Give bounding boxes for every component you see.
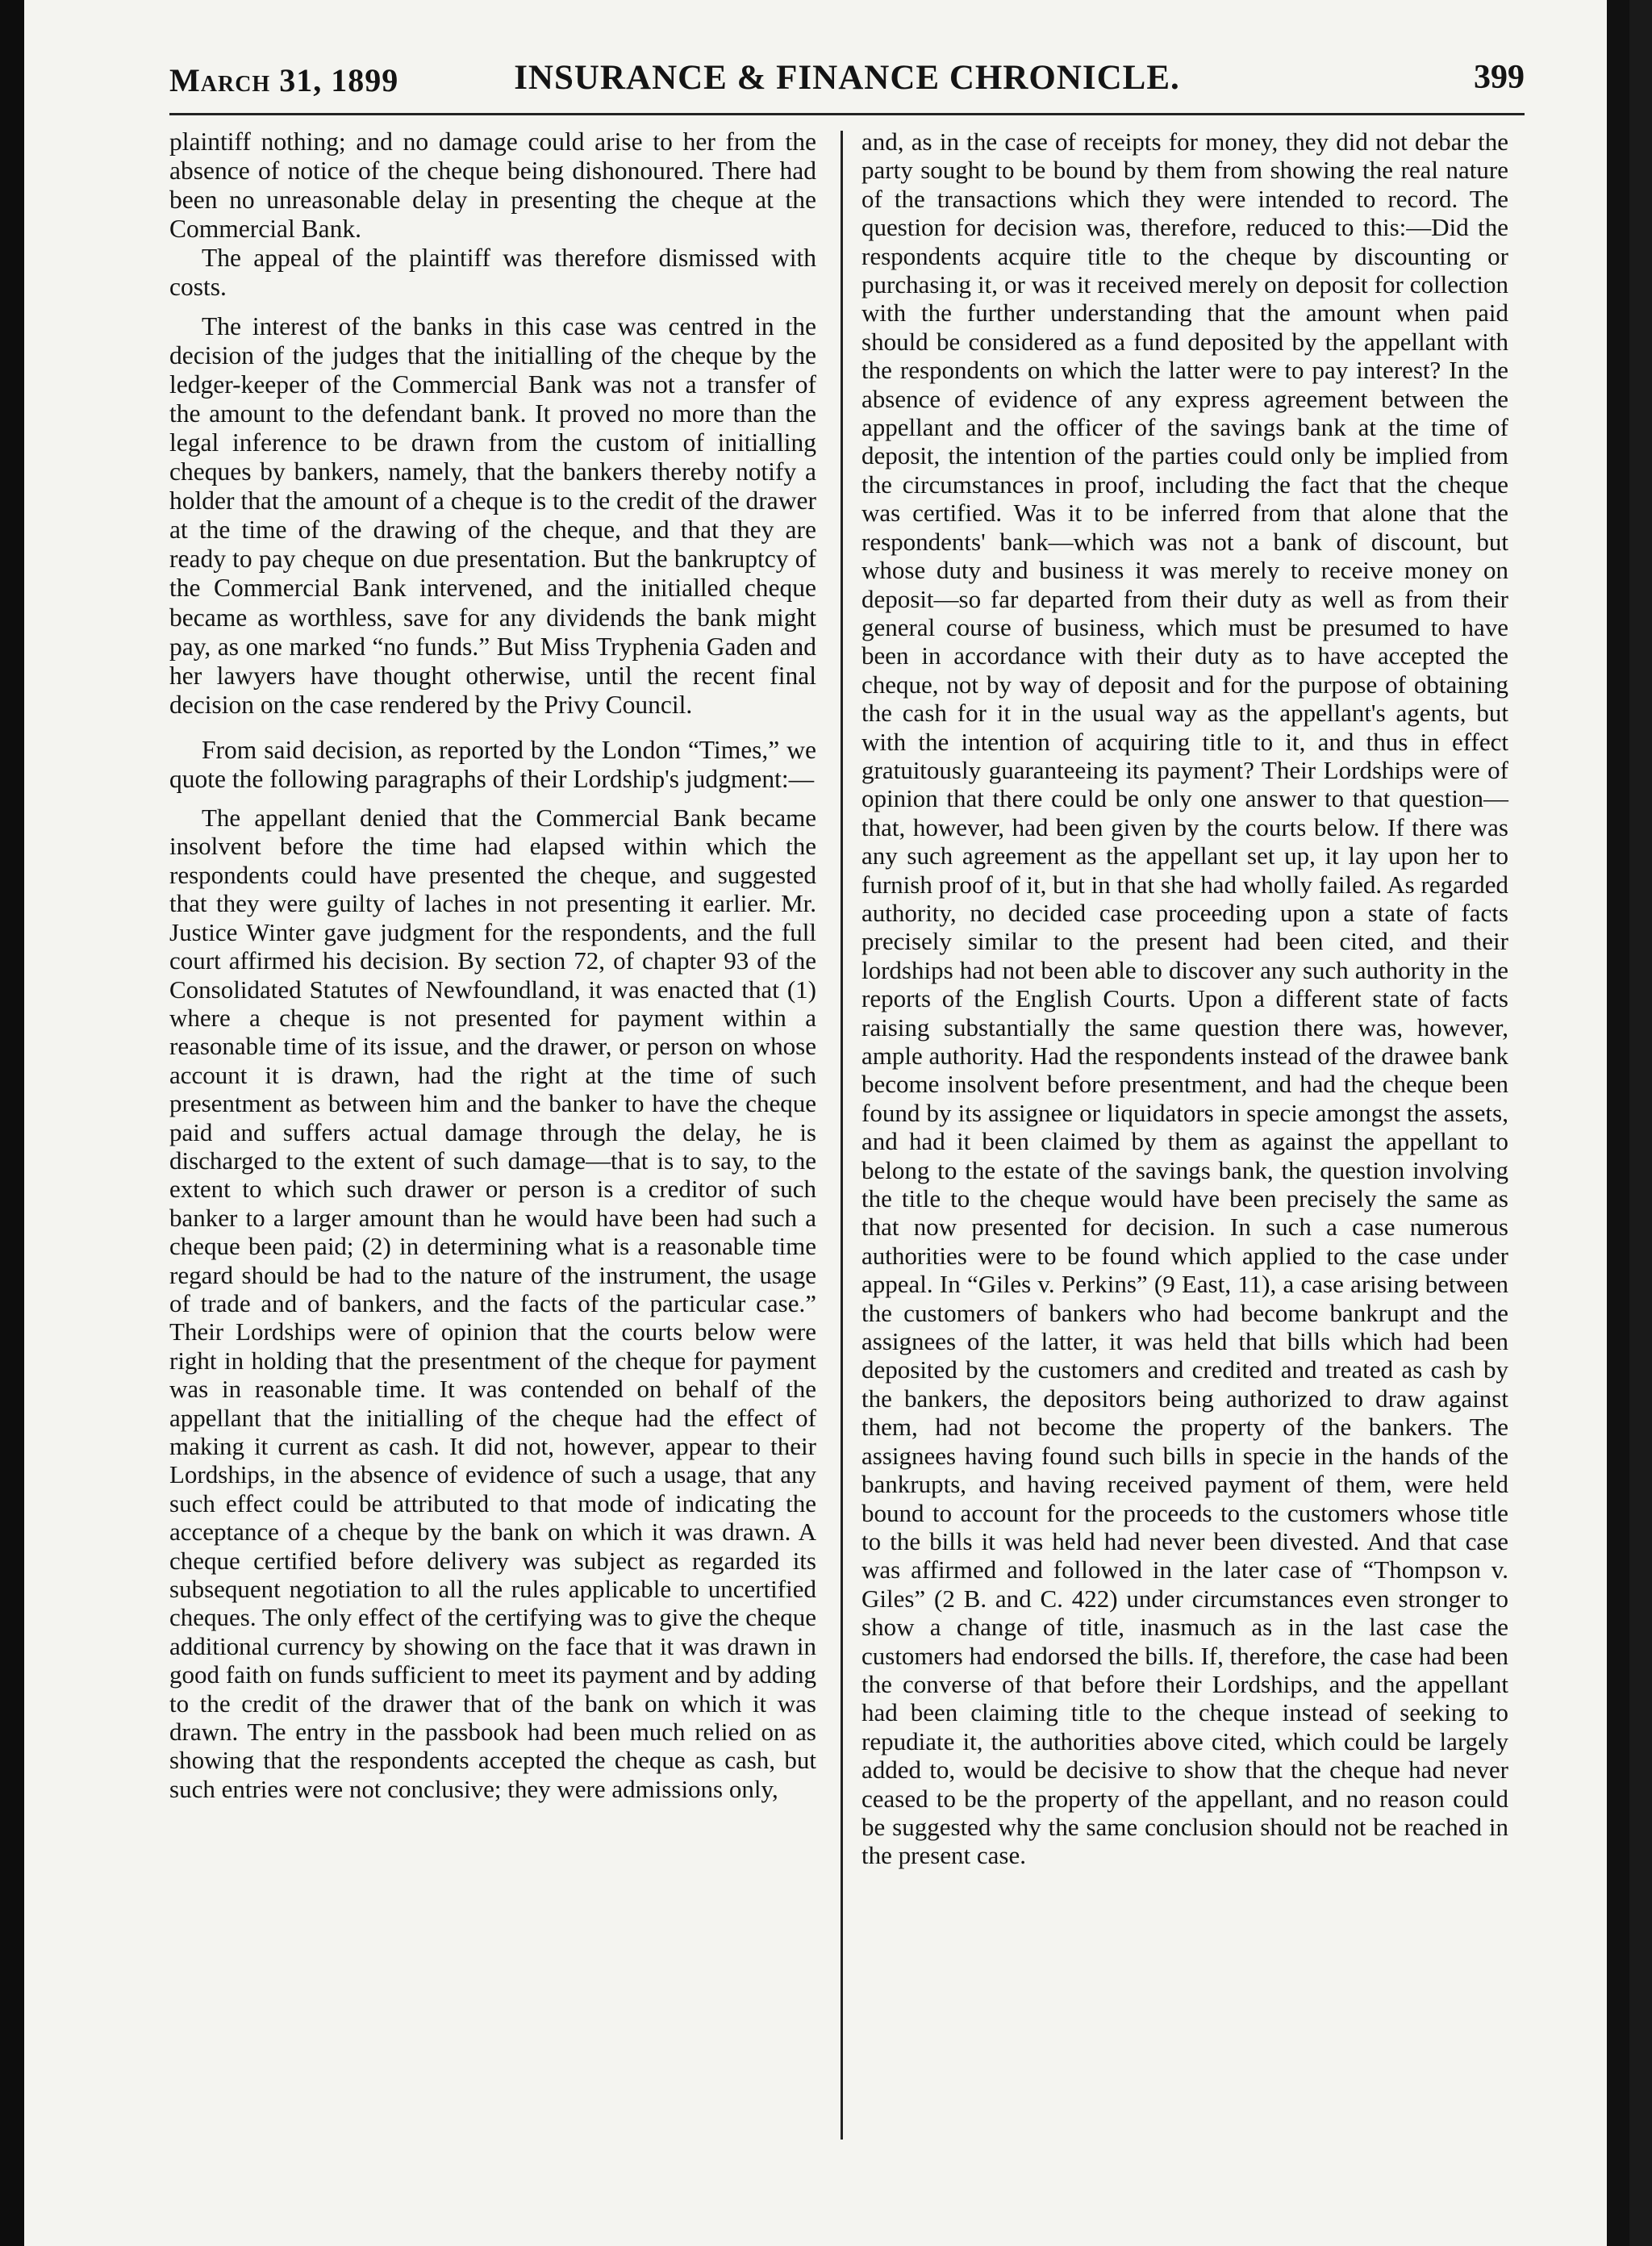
page-number: 399 [1474, 59, 1525, 96]
right-column [861, 127, 1508, 1870]
paragraph: The appeal of the plaintiff was therefore dismissed with costs. [169, 244, 816, 302]
scan-border-left [0, 0, 24, 2246]
scan-border-right [1607, 0, 1629, 2246]
publication-title: INSURANCE & FINANCE CHRONICLE. [514, 59, 1180, 97]
header-rule [169, 113, 1525, 115]
column-divider [841, 131, 843, 2140]
left-column [169, 127, 816, 1803]
issue-date: March 31, 1899 [169, 62, 399, 98]
page-header [169, 58, 1525, 106]
quoted-judgment-paragraph: The appellant denied that the Commercial Bank became insolvent before the time had elapsed within which the respondents could have presented the cheque, and suggested that they were guilty of laches in not presenting it earlier. Mr. Justice Winter gave judgment for the respondents, and the full court affirmed his decision. By section 72, of chapter 93 of the Consolidated Statutes of Newfoundland, it was enacted that (1) where a cheque is not presented for payment within a reasonable time of its issue, and the drawer, or person on whose account it is drawn, had the right at the time of such presentment as between him and the banker to have the cheque paid and suffers actual damage through the delay, he is discharged to the extent of such damage—that is to say, to the extent to which such drawer or person is a creditor of such banker to a larger amount than he would have been had such a cheque been paid; (2) in determining what is a reasonable time regard should be had to the nature of the instrument, the usage of trade and of bankers, and the facts of the particular case.” Their Lordships were of opinion that the courts below were right in holding that the presentment of the cheque for payment was in reasonable time. It was contended on behalf of the appellant that the initialling of the cheque had the effect of making it current as cash. It did not, however, appear to their Lordships, in the absence of evidence of such a usage, that any such effect could be attributed to that mode of indicating the acceptance of a cheque by the bank on which it was drawn. A cheque certified before delivery was subject as regarded its subsequent negotiation to all the rules applicable to uncertified cheques. The only effect of the certifying was to give the cheque additional currency by showing on the face that it was drawn in good faith on funds sufficient to meet its payment and by adding to the credit of the drawer that of the bank on which it was drawn. The entry in the passbook had been much relied on as showing that the respondents accepted the cheque as cash, but such entries were not conclusive; they were admissions only, [169, 804, 816, 1803]
quoted-judgment-continuation: and, as in the case of receipts for money, they did not debar the party sought to be bound by them from showing the real nature of the transactions which they were intended to record. The question for decision was, therefore, reduced to this:—Did the respondents acquire title to the cheque by discounting or purchasing it, or was it received merely on deposit for collection with the further understanding that the amount when paid should be considered as a fund deposited by the appellant with the respondents on which the latter were to pay interest? In the absence of evidence of any express agreement between the appellant and the officer of the savings bank at the time of deposit, the intention of the parties could only be implied from the circumstances in proof, including the fact that the cheque was certified. Was it to be inferred from that alone that the respondents' bank—which was not a bank of discount, but whose duty and business it was merely to receive money on deposit—so far departed from their duty as well as from their general course of business, which must be presumed to have been in accordance with their duty as to have accepted the cheque, not by way of deposit and for the purpose of obtaining the cash for it in the usual way as the appellant's agents, but with the intention of acquiring title to it, and thus in effect gratuitously guaranteeing its payment? Their Lordships were of opinion that there could be only one answer to that question—that, however, had been given by the courts below. If there was any such agreement as the appellant set up, it lay upon her to furnish proof of it, but in that she had wholly failed. As regarded authority, no decided case proceeding upon a state of facts precisely similar to the present had been cited, and their lordships had not been able to discover any such authority in the reports of the English Courts. Upon a different state of facts raising substantially the same question there was, however, ample authority. Had the respondents instead of the drawee bank become insolvent before presentment, and had the cheque been found by its assignee or liquidators in specie amongst the assets, and had it been claimed by them as against the appellant to belong to the estate of the savings bank, the question involving the title to the cheque would have been precisely the same as that now presented for decision. In such a case numerous authorities were to be found which applied to the case under appeal. In “Giles v. Perkins” (9 East, 11), a case arising between the customers of bankers who had become bankrupt and the assignees of the latter, it was held that bills which had been deposited by the customers and credited and treated as cash by the bankers, the depositors being authorized to draw against them, had not become the property of the bankers. The assignees having found such bills in specie in the hands of the bankrupts, and having received payment of them, were held bound to account for the proceeds to the customers whose title to the bills it was held had never been divested. And that case was affirmed and followed in the later case of “Thompson v. Giles” (2 B. and C. 422) under circumstances even stronger to show a change of title, inasmuch as in the last case the customers had endorsed the bills. If, therefore, the case had been the converse of that before their Lordships, and the appellant had been claiming title to the cheque instead of seeking to repudiate it, the authorities above cited, which could be largely added to, would be decisive to show that the cheque had never ceased to be the property of the appellant, and no reason could be suggested why the same conclusion should not be reached in the present case. [861, 127, 1509, 1870]
newspaper-page [24, 0, 1629, 2246]
paragraph: plaintiff nothing; and no damage could arise to her from the absence of notice of the cheque being dishonoured. There had been no unreasonable delay in presenting the cheque at the Commercial Bank. [169, 127, 816, 244]
paragraph: From said decision, as reported by the London “Times,” we quote the following paragraphs of their Lordship's judgment:— [169, 735, 816, 793]
paragraph: The interest of the banks in this case was centred in the decision of the judges that the initialling of the cheque by the ledger-keeper of the Commercial Bank was not a transfer of the amount to the defendant bank. It proved no more than the legal inference to be drawn from the custom of initialling cheques by bankers, namely, that the bankers thereby notify a holder that the amount of a cheque is to the credit of the drawer at the time of the drawing of the cheque, and that they are ready to pay cheque on due presentation. But the bankruptcy of the Commercial Bank intervened, and the initialled cheque became as worthless, save for any dividends the bank might pay, as one marked “no funds.” But Miss Tryphenia Gaden and her lawyers have thought otherwise, until the recent final decision on the case rendered by the Privy Council. [169, 311, 816, 719]
